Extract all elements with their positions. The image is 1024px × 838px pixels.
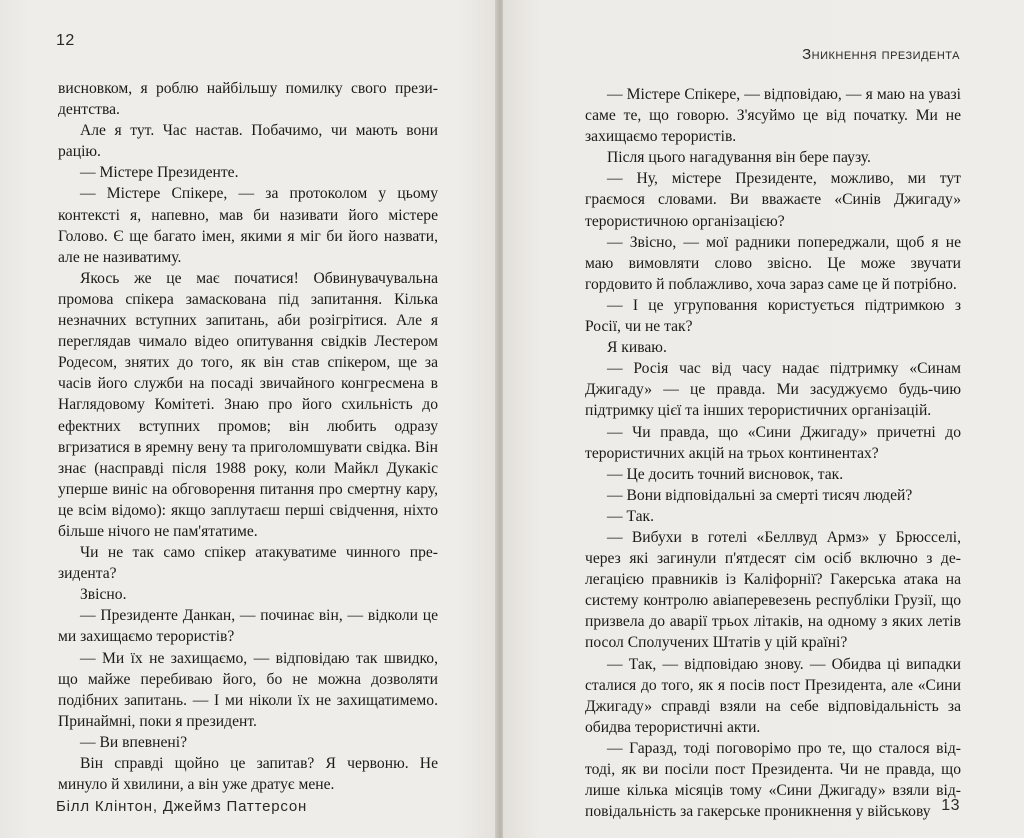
paragraph: Після цього нагадування він бере паузу. — [607, 149, 871, 167]
paragraph: — Ми їх не захищаємо, — відповідаю так швидко, що майже перебиваю його, бо не можна дозволяти подібних запитань. — І ми ніколи їх не захищатимемо. Принаймні, поки я президент. — [58, 649, 438, 730]
paragraph: — Ну, містере Президенте, можливо, ми тут граємося словами. Ви вважаєте «Синів Джигаду» терористичною організацією? — [585, 170, 961, 230]
right-page-text — [585, 84, 961, 822]
paragraph: — Так, — відповідаю знову. — Обидва ці випадки сталися до того, як я посів пост Президента, але «Сини Джигаду» справді взяли на себе відповідальність за обидва терористичні акти. — [585, 655, 961, 736]
paragraph: — Вибухи в готелі «Беллвуд Армз» у Брюсселі, через які загинули п'ятдесят сім осіб включно з делегацією правників із Каліфорнії? Гакерська атака на систему контролю авіаперевезень республіки Грузії, що призвела до аварії трьох літаків, на одному з яких летів посол Сполучених Штатів у цій країні? — [585, 528, 961, 652]
paragraph: — Ви впевнені? — [80, 733, 187, 751]
paragraph: — Президенте Данкан, — починає він, — відколи це ми захищаємо терористів? — [58, 607, 438, 646]
left-page-text — [58, 78, 438, 795]
paragraph: — Гаразд, тоді поговорімо про те, що сталося відтоді, як ви посіли пост Президента. Чи не правда, що лише кілька місяців тому «Сини Джигаду» взяли відповідальність за гакерське проникнення у військову — [585, 739, 961, 821]
paragraph: Він справді щойно це запитав? Я червоню. Не минуло й хвилини, а він уже дратує мене. — [58, 755, 438, 794]
paragraph: — Містере Президенте. — [80, 164, 239, 182]
paragraph: — Звісно, — мої радники попереджали, щоб я не маю вимовляти слово звісно. Це може звучати гордовито й поблажливо, хоча зараз саме це й потрібно. — [585, 233, 961, 293]
page-number-left: 12 — [56, 32, 75, 49]
left-page — [0, 0, 497, 838]
paragraph: — Містере Спікере, — відповідаю, — я маю на увазі саме те, що говорю. З'ясуймо це від початку. Ми не захищаємо терористів. — [585, 86, 961, 146]
page-footer-authors: Білл Клінтон, Джеймз Паттерсон — [56, 798, 308, 815]
paragraph: — Так. — [607, 507, 655, 525]
page-number-right: 13 — [941, 797, 960, 814]
paragraph: Але я тут. Час настав. Побачимо, чи мають вони рацію. — [58, 122, 438, 161]
paragraph: — Чи правда, що «Сини Джигаду» причетні до терористичних акцій на трьох континентах? — [585, 423, 961, 462]
paragraph: — І це угруповання користується підтримкою з Росії, чи не так? — [585, 296, 961, 336]
running-head-title: Зникнення президента — [802, 46, 960, 63]
paragraph: — Росія час від часу надає підтримку «Синам Джигаду» — це правда. Ми засуджуємо будь-чию підтримку цієї та інших терористичних організацій. — [585, 360, 961, 420]
right-page — [503, 0, 1024, 838]
paragraph: — Вони відповідальні за смерті тисяч людей? — [607, 486, 913, 504]
paragraph: Звісно. — [80, 586, 127, 604]
paragraph: Якось же це має початися! Обвинувачувальна промова спікера замаскована під запитання. Кілька незначних вступних запитань, аби розігрітися. Але я переглядав чимало відео опитування свідків Лестером Родесом, знятих до того, як він став спікером, ще за часів його служби на посаді звичайного конгресмена в Наглядовому Комітеті. Знаю про його схильність до ефектних вступних промов; він любить одразу вгризатися в яремну вену та приголомшувати свідка. Він знає (насправді після 1988 року, коли Майкл Дукакіс уперше виніс на обговорення питання про смертну кару, це всім відомо): якщо заплутаєш перші свідчення, ніхто більше нічого не пам'ятатиме. — [58, 269, 438, 540]
paragraph: висновком, я роблю найбільшу помилку свого президентства. — [58, 80, 438, 119]
paragraph: Чи не так само спікер атакуватиме чинного президента? — [58, 544, 438, 583]
paragraph: — Містере Спікере, — за протоколом у цьому контексті я, напевно, мав би називати його містере Голово. Є ще багато імен, якими я міг би його назвати, але не називатиму. — [58, 185, 438, 266]
paragraph: — Це досить точний висновок, так. — [607, 465, 844, 483]
paragraph: Я киваю. — [607, 339, 667, 357]
